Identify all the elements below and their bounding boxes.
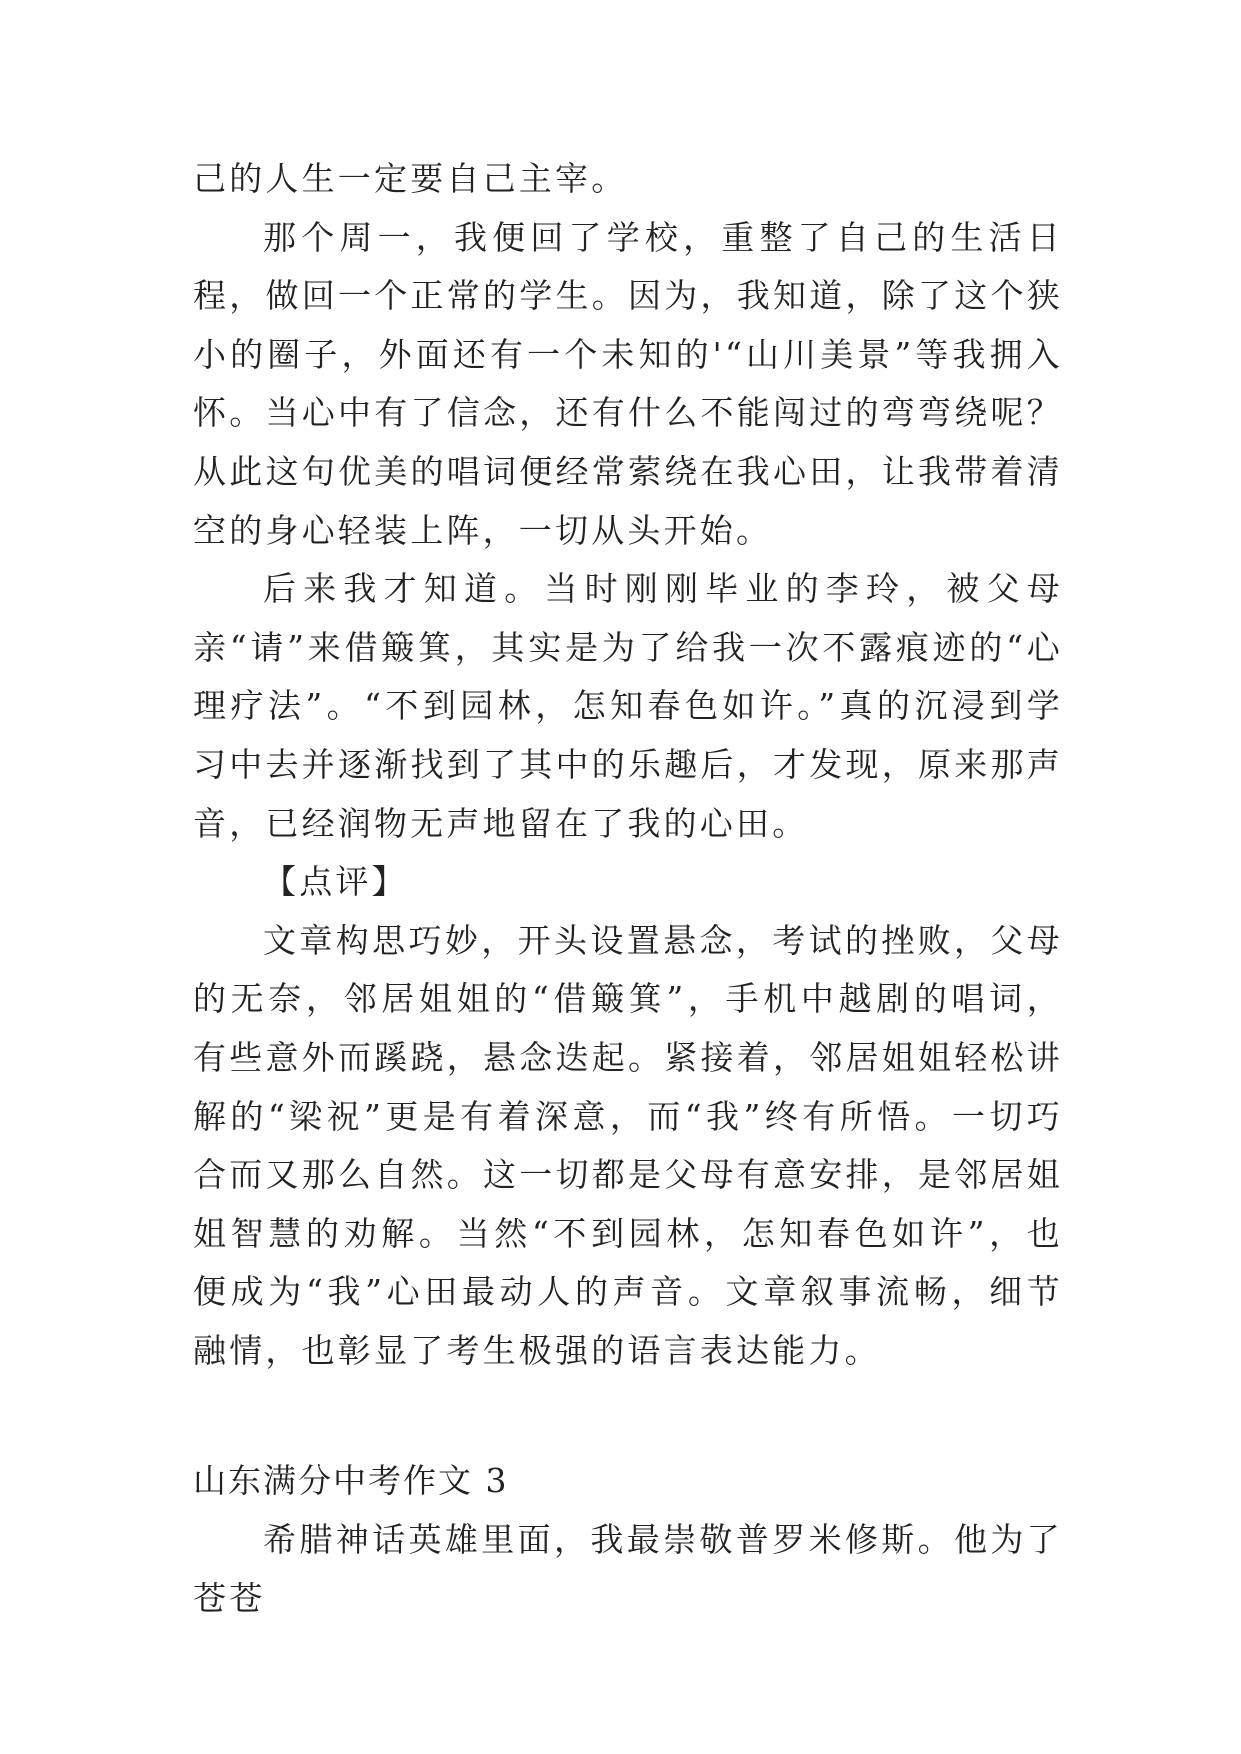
comment-heading: 【点评】 [263,862,408,902]
document-page [193,150,1063,1628]
paragraph-monday-return: 那个周一，我便回了学校，重整了自己的生活日程，做回一个正常的学生。因为，我知道，除了这个狭小的圈子，外面还有一个未知的'“山川美景”等我拥入怀。当心中有了信念，还有什么不能闯过的弯弯绕呢？从此这句优美的唱词便经常萦绕在我心田，让我带着清空的身心轻装上阵，一切从头开始。 [193,217,1063,550]
paragraph-continuation: 己的人生一定要自己主宰。 [193,159,628,198]
comment-paragraph: 文章构思巧妙，开头设置悬念，考试的挫败，父母的无奈，邻居姐姐的“借簸箕”，手机中越剧的唱词，有些意外而蹊跷，悬念迭起。紧接着，邻居姐姐轻松讲解的“梁祝”更是有着深意，而“我”终有所悟。一切巧合而又那么自然。这一切都是父母有意安排，是邻居姐姐智慧的劝解。当然“不到园林，怎知春色如许”，也便成为“我”心田最动人的声音。文章叙事流畅，细节融情，也彰显了考生极强的语言表达能力。 [193,920,1063,1370]
section-title: 山东满分中考作文 3 [193,1461,509,1501]
paragraph-later-knew: 后来我才知道。当时刚刚毕业的李玲，被父母亲“请”来借簸箕，其实是为了给我一次不露痕迹的“心理疗法”。“不到园林，怎知春色如许。”真的沉浸到学习中去并逐渐找到了其中的乐趣后，才发现，原来那声音，已经润物无声地留在了我的心田。 [193,569,1063,843]
paragraph-greek-myth: 希腊神话英雄里面，我最崇敬普罗米修斯。他为了苍苍 [193,1520,1063,1618]
